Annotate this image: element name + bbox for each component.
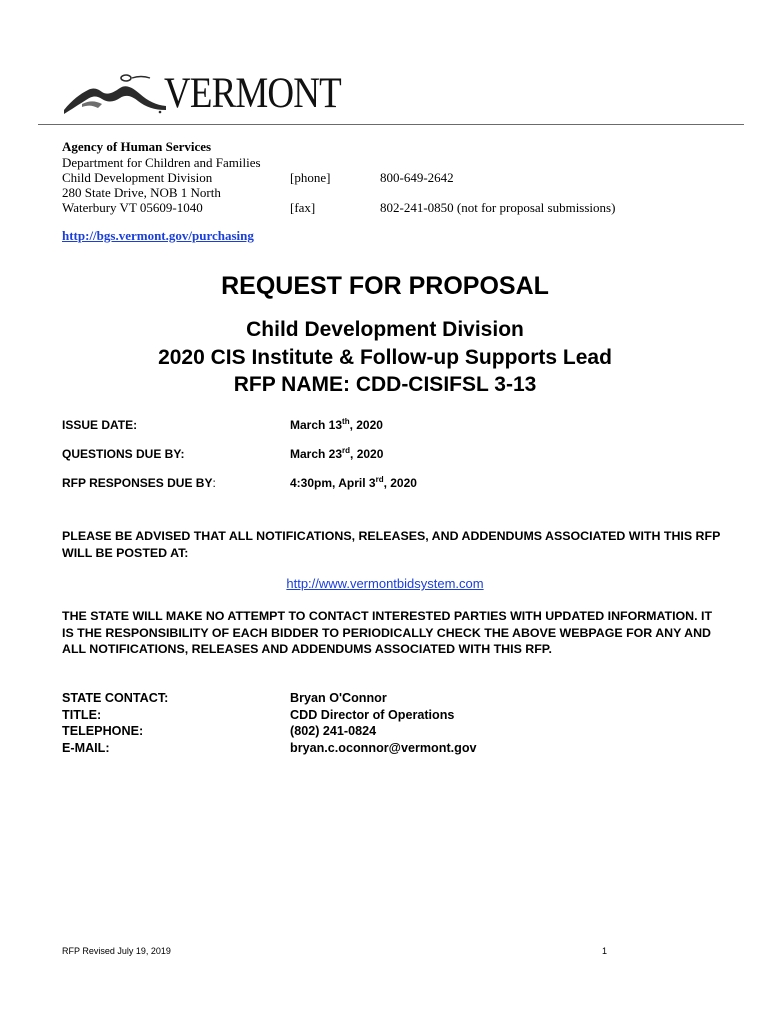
- logo-wordmark: VERMONT: [164, 70, 341, 117]
- contact-label: E-MAIL:: [62, 740, 110, 755]
- advisory-notice: PLEASE BE ADVISED THAT ALL NOTIFICATIONS, RELEASES, AND ADDENDUMS ASSOCIATED WITH THIS RFP WILL BE POSTED AT:: [62, 529, 721, 560]
- contact-label: TELEPHONE:: [62, 724, 144, 738]
- phone-value: 800-649-2642: [380, 170, 454, 185]
- responses-due-value: 4:30pm, April 3rd, 2020: [290, 475, 417, 490]
- responses-due-label: RFP RESPONSES DUE BY:: [62, 476, 216, 490]
- contact-telephone: (802) 241-0824: [290, 724, 377, 738]
- contact-name: Bryan O'Connor: [290, 691, 387, 705]
- street-address: 280 State Drive, NOB 1 North: [62, 185, 221, 200]
- city-address: Waterbury VT 05609-1040: [62, 200, 203, 215]
- page-number: 1: [602, 946, 608, 956]
- header-divider: [38, 124, 744, 125]
- phone-label: [phone]: [290, 170, 331, 185]
- issue-date-value: March 13th, 2020: [290, 417, 383, 432]
- department-name: Department for Children and Families: [62, 155, 261, 170]
- responsibility-notice: THE STATE WILL MAKE NO ATTEMPT TO CONTACT INTERESTED PARTIES WITH UPDATED INFORMATION. IT IS THE RESPONSIBILITY OF EACH BIDDER TO PERIODICALLY CHECK THE ABOVE WEBPAGE FOR ANY AND ALL NOTIFICATIONS, RELEASES AND ADDENDUMS ASSOCIATED WITH THIS RFP.: [62, 609, 713, 656]
- vermont-logo: [62, 70, 352, 118]
- contact-email[interactable]: bryan.c.oconnor@vermont.gov: [290, 740, 477, 755]
- contact-label: STATE CONTACT:: [62, 691, 169, 705]
- division-row: [62, 170, 712, 185]
- agency-name: Agency of Human Services: [62, 139, 212, 154]
- contact-label: TITLE:: [62, 707, 102, 722]
- city-row: [62, 200, 712, 215]
- rfp-title: REQUEST FOR PROPOSAL: [221, 272, 549, 300]
- project-title: 2020 CIS Institute & Follow-up Supports Lead: [158, 346, 612, 369]
- division-name: Child Development Division: [62, 170, 213, 185]
- bid-system-link[interactable]: http://www.vermontbidsystem.com: [286, 576, 484, 591]
- mountain-logo-icon: [62, 70, 172, 118]
- rfp-name-title: RFP NAME: CDD-CISIFSL 3-13: [233, 373, 537, 396]
- division-title: Child Development Division: [246, 318, 524, 341]
- questions-due-label: QUESTIONS DUE BY:: [62, 447, 185, 461]
- footer-revision: RFP Revised July 19, 2019: [62, 946, 171, 956]
- issue-date-label: ISSUE DATE:: [62, 418, 138, 432]
- fax-label: [fax]: [290, 200, 316, 215]
- purchasing-link[interactable]: http://bgs.vermont.gov/purchasing: [62, 228, 254, 243]
- fax-value: 802-241-0850 (not for proposal submissions): [380, 200, 616, 215]
- questions-due-value: March 23rd, 2020: [290, 446, 384, 461]
- contact-title: CDD Director of Operations: [290, 707, 455, 722]
